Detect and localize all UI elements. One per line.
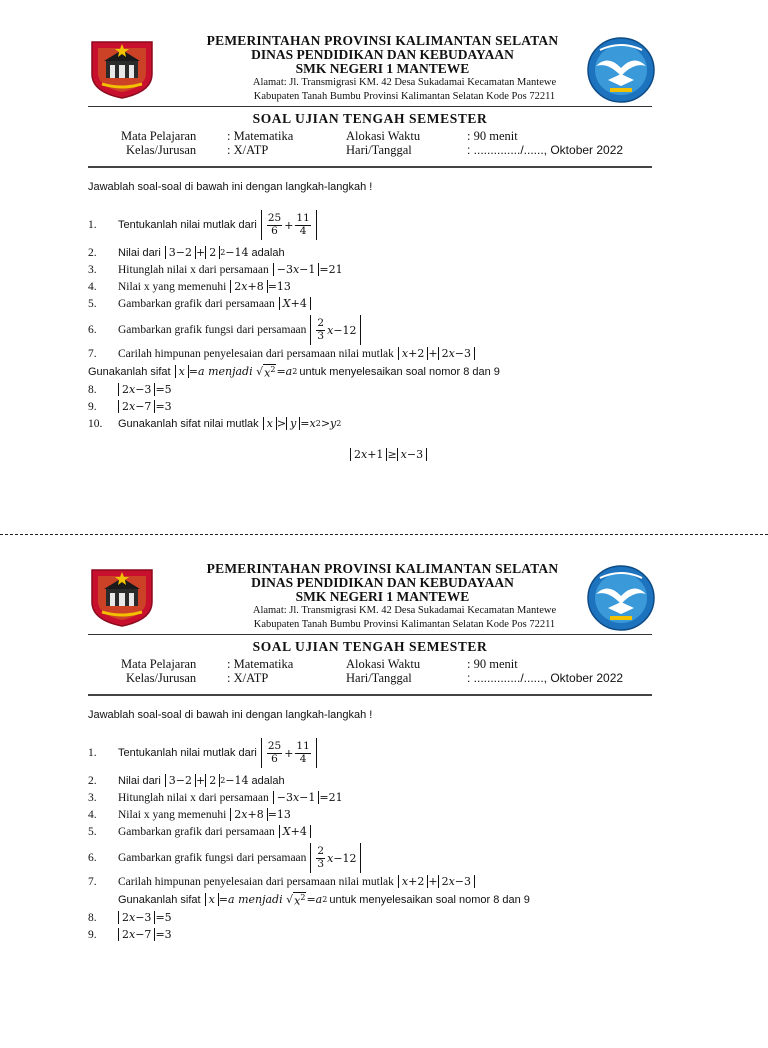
subject-value: : Matematika [227,657,294,671]
question-8: 8. 2 x −3 =5 [88,911,172,924]
q8-expression: 2 x −3 =5 [118,383,172,396]
q10-expression: x > y = x 2 > y 2 [263,417,342,430]
date-value: : ............../......, Oktober 2022 [467,143,624,157]
q2-expression: 3−2 + 2 2 −14 [165,246,249,259]
exam-title: SOAL UJIAN TENGAH SEMESTER [252,111,488,126]
time-value: : 90 menit [467,657,518,671]
q1-expression: $\frac{25}{6}$ + $\frac{11}{4}$ [261,738,317,768]
date-label: Hari/Tanggal [346,143,412,157]
exam-title: SOAL UJIAN TENGAH SEMESTER [252,639,488,654]
question-1: 1. Tentukanlah nilai mutlak dari $\frac{25}{6}$ + $\frac{11}{4}$ [88,738,317,768]
question-2: 2. Nilai dari 3−2 + 2 2 −14 adalah [88,774,285,787]
subject-label: Mata Pelajaran [121,657,197,671]
class-value: : X/ATP [227,143,269,157]
q3-expression: −3 x −1 =21 [273,263,343,276]
q5-expression: X +4 [279,297,311,310]
q1-expression: $\frac{25}{6}$ + $\frac{11}{4}$ [261,210,317,240]
question-6: 6. Gambarkan grafik fungsi dari persamaan $\frac{2}{3}$ x −12 [88,315,361,345]
header-address-line2: Kabupaten Tanah Bumbu Provinsi Kalimantan Selatan Kode Pos 72211 [253,91,556,102]
info-divider [88,166,652,168]
header-department: DINAS PENDIDIKAN DAN KEBUDAYAAN [251,47,514,62]
question-10: 10. Gunakanlah sifat nilai mutlak x > y = x 2 > y 2 [88,417,342,430]
question-5: 5. Gambarkan grafik dari persamaan X +4 [88,825,311,838]
header-divider [88,106,652,107]
time-label: Alokasi Waktu [346,129,421,143]
subject-label: Mata Pelajaran [121,129,197,143]
question-5: 5. Gambarkan grafik dari persamaan X +4 [88,297,311,310]
q9-expression: 2 x −7 =3 [118,400,172,413]
sifat-expression: x = a menjadi √ $x^2$ = a 2 [205,892,328,908]
question-6: 6. Gambarkan grafik fungsi dari persamaan $\frac{2}{3}$ x −12 [88,843,361,873]
question-3: 3. Hitunglah nilai x dari persamaan −3 x −1 =21 [88,263,343,276]
question-9: 9. 2 x −7 =3 [88,928,172,941]
header-department: DINAS PENDIDIKAN DAN KEBUDAYAAN [251,575,514,590]
school-logo-icon [586,564,656,632]
q5-expression: X +4 [279,825,311,838]
class-label: Kelas/Jurusan [126,143,197,157]
header-address-line1: Alamat: Jl. Transmigrasi KM. 42 Desa Sukadamai Kecamatan Mantewe [252,77,557,88]
provincial-emblem-icon [88,38,156,100]
question-3: 3. Hitunglah nilai x dari persamaan −3 x −1 =21 [88,791,343,804]
question-9: 9. 2 x −7 =3 [88,400,172,413]
sifat-note: Gunakanlah sifat x = a menjadi √ $x^2$ = a 2 untuk menyelesaikan soal nomor 8 dan 9 [118,893,530,908]
q9-expression: 2 x −7 =3 [118,928,172,941]
question-1: 1. Tentukanlah nilai mutlak dari $\frac{25}{6}$ + $\frac{11}{4}$ [88,210,317,240]
question-7: 7. Carilah himpunan penyelesaian dari persamaan nilai mutlak x +2 + 2 x −3 [88,347,475,360]
q3-expression: −3 x −1 =21 [273,791,343,804]
subject-value: : Matematika [227,129,294,143]
header-address-line2: Kabupaten Tanah Bumbu Provinsi Kalimantan Selatan Kode Pos 72211 [253,619,556,630]
exam-sheet-top [0,0,768,520]
q8-expression: 2 x −3 =5 [118,911,172,924]
q4-expression: 2 x +8 =13 [230,280,291,293]
q6-expression: $\frac{2}{3}$ x −12 [310,843,360,873]
time-label: Alokasi Waktu [346,657,421,671]
class-label: Kelas/Jurusan [126,671,197,685]
q7-expression: x +2 + 2 x −3 [398,347,475,360]
sifat-expression: x = a menjadi √ $x^2$ = a 2 [175,364,298,380]
header-divider [88,634,652,635]
header-school: SMK NEGERI 1 MANTEWE [295,61,470,76]
q10-inequality: 2 x +1 ≥ x −3 [350,448,427,461]
time-value: : 90 menit [467,129,518,143]
header-government: PEMERINTAHAN PROVINSI KALIMANTAN SELATAN [206,561,559,576]
class-value: : X/ATP [227,671,269,685]
q4-expression: 2 x +8 =13 [230,808,291,821]
q2-expression: 3−2 + 2 2 −14 [165,774,249,787]
date-value: : ............../......, Oktober 2022 [467,671,624,685]
sifat-note: Gunakanlah sifat x = a menjadi √ $x^2$ = a 2 untuk menyelesaikan soal nomor 8 dan 9 [88,365,500,380]
school-logo-icon [586,36,656,104]
provincial-emblem-icon [88,566,156,628]
instruction: Jawablah soal-soal di bawah ini dengan langkah-langkah ! [88,181,373,193]
question-8: 8. 2 x −3 =5 [88,383,172,396]
header-school: SMK NEGERI 1 MANTEWE [295,589,470,604]
instruction: Jawablah soal-soal di bawah ini dengan langkah-langkah ! [88,709,373,721]
header-government: PEMERINTAHAN PROVINSI KALIMANTAN SELATAN [206,33,559,48]
info-divider [88,694,652,696]
header-address-line1: Alamat: Jl. Transmigrasi KM. 42 Desa Sukadamai Kecamatan Mantewe [252,605,557,616]
question-7: 7. Carilah himpunan penyelesaian dari persamaan nilai mutlak x +2 + 2 x −3 [88,875,475,888]
question-2: 2. Nilai dari 3−2 + 2 2 −14 adalah [88,246,285,259]
question-4: 4. Nilai x yang memenuhi 2 x +8 =13 [88,280,291,293]
date-label: Hari/Tanggal [346,671,412,685]
q7-expression: x +2 + 2 x −3 [398,875,475,888]
q6-expression: $\frac{2}{3}$ x −12 [310,315,360,345]
exam-sheet-bottom [0,528,768,1048]
question-4: 4. Nilai x yang memenuhi 2 x +8 =13 [88,808,291,821]
